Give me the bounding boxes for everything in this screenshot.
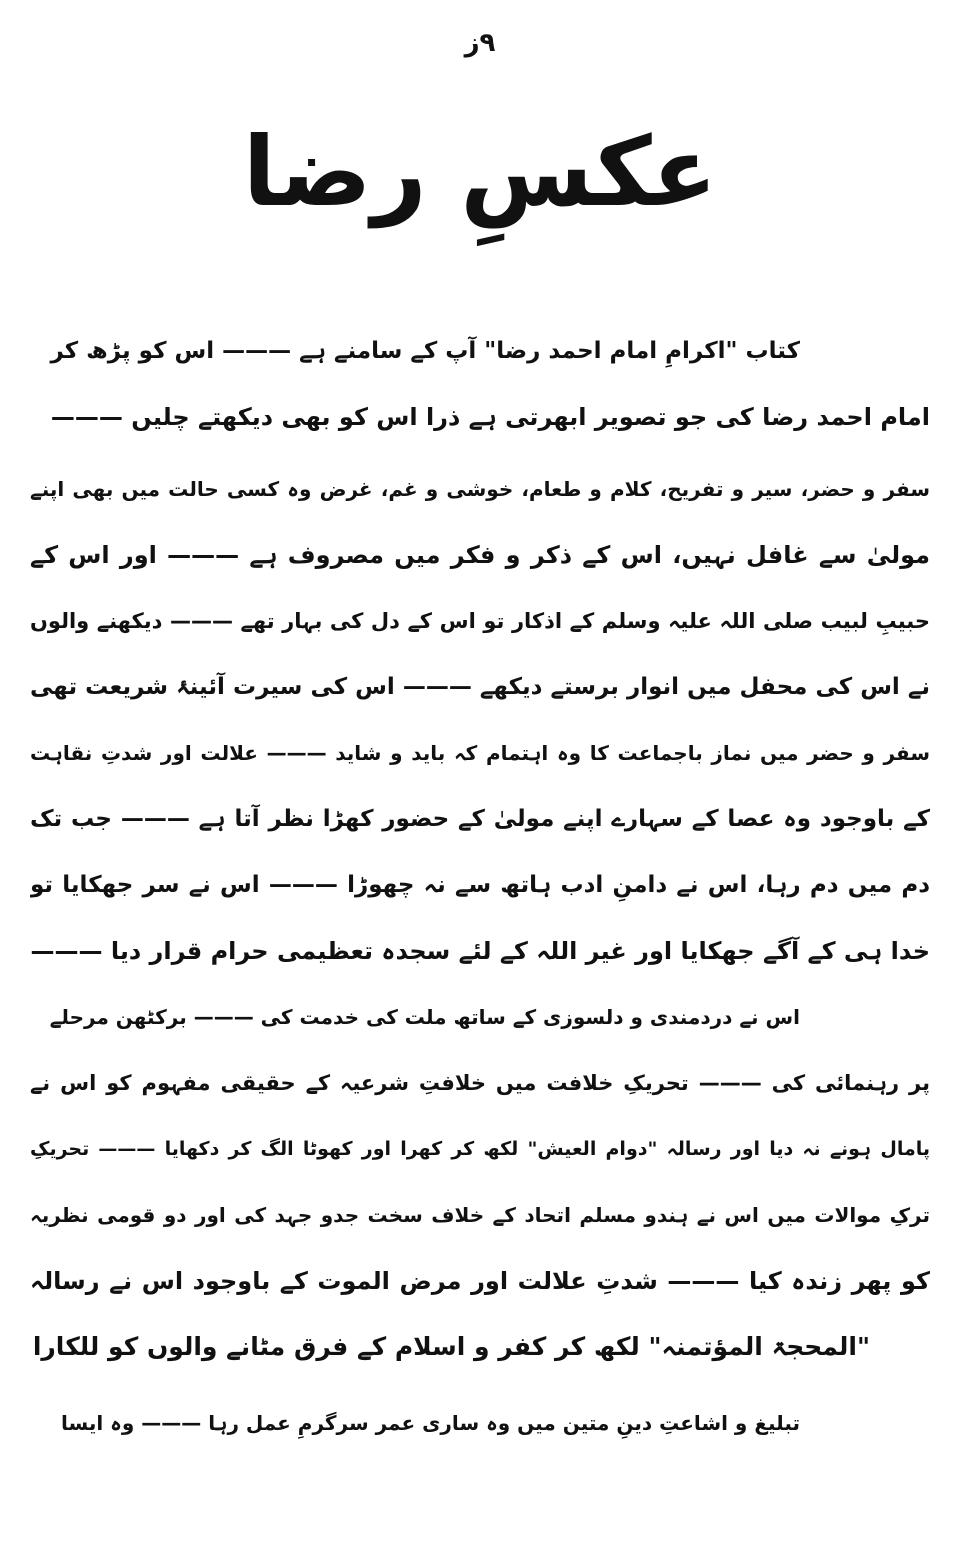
text-line: تبلیغ و اشاعتِ دینِ متین میں وہ ساری عمر سرگرمِ عمل رہا ——— وہ ایسا [60, 1411, 800, 1435]
text-line: دم میں دم رہا، اس نے دامنِ ادب ہاتھ سے نہ چھوڑا ——— اس نے سر جھکایا تو [30, 872, 930, 898]
text-line: "المحجۃ المؤتمنہ" لکھ کر کفر و اسلام کے فرق مٹانے والوں کو للکارا [32, 1332, 870, 1361]
text-line: پر رہنمائی کی ——— تحریکِ خلافت میں خلافتِ شرعیہ کے حقیقی مفہوم کو اس نے [30, 1071, 930, 1095]
text-line: سفر و حضر، سیر و تفریح، کلام و طعام، خوشی و غم، غرض وہ کسی حالت میں بھی اپنے [30, 477, 930, 501]
page-title: عکسِ رضا [242, 116, 718, 228]
text-line: کتاب "اکرامِ امام احمد رضا" آپ کے سامنے ہے ——— اس کو پڑھ کر [50, 338, 800, 364]
text-line: حبیبِ لبیب صلی اللہ علیہ وسلم کے اذکار تو اس کے دل کی بہار تھے ——— دیکھنے والوں [30, 609, 930, 633]
text-line: کے باوجود وہ عصا کے سہارے اپنے مولیٰ کے حضور کھڑا نظر آتا ہے ——— جب تک [30, 806, 930, 832]
text-line: پامال ہونے نہ دیا اور رسالہ "دوام العیش" لکھ کر کھرا اور کھوٹا الگ کر دکھایا ——— تحریکِ [30, 1138, 930, 1160]
text-line: اس نے دردمندی و دلسوزی کے ساتھ ملت کی خدمت کی ——— برکٹھن مرحلے [49, 1005, 800, 1029]
text-line: کو پھر زندہ کیا ——— شدتِ علالت اور مرض الموت کے باوجود اس نے رسالہ [30, 1267, 930, 1295]
page-number: ۹ز [464, 28, 496, 58]
text-line: نے اس کی محفل میں انوار برستے دیکھے ——— اس کی سیرت آئینۂ شریعت تھی [30, 674, 930, 700]
text-line: امام احمد رضا کی جو تصویر ابھرتی ہے ذرا اس کو بھی دیکھتے چلیں ——— [50, 403, 930, 431]
text-line: سفر و حضر میں نماز باجماعت کا وہ اہتمام کہ باید و شاید ——— علالت اور شدتِ نقاہت [30, 741, 930, 765]
text-line: خدا ہی کے آگے جھکایا اور غیر اللہ کے لئے سجدہ تعظیمی حرام قرار دیا ——— [30, 937, 930, 965]
body-text [30, 318, 930, 1456]
text-line: مولیٰ سے غافل نہیں، اس کے ذکر و فکر میں مصروف ہے ——— اور اس کے [30, 541, 930, 569]
text-line: ترکِ موالات میں اس نے ہندو مسلم اتحاد کے خلاف سخت جدو جہد کی اور دو قومی نظریہ [30, 1203, 930, 1227]
